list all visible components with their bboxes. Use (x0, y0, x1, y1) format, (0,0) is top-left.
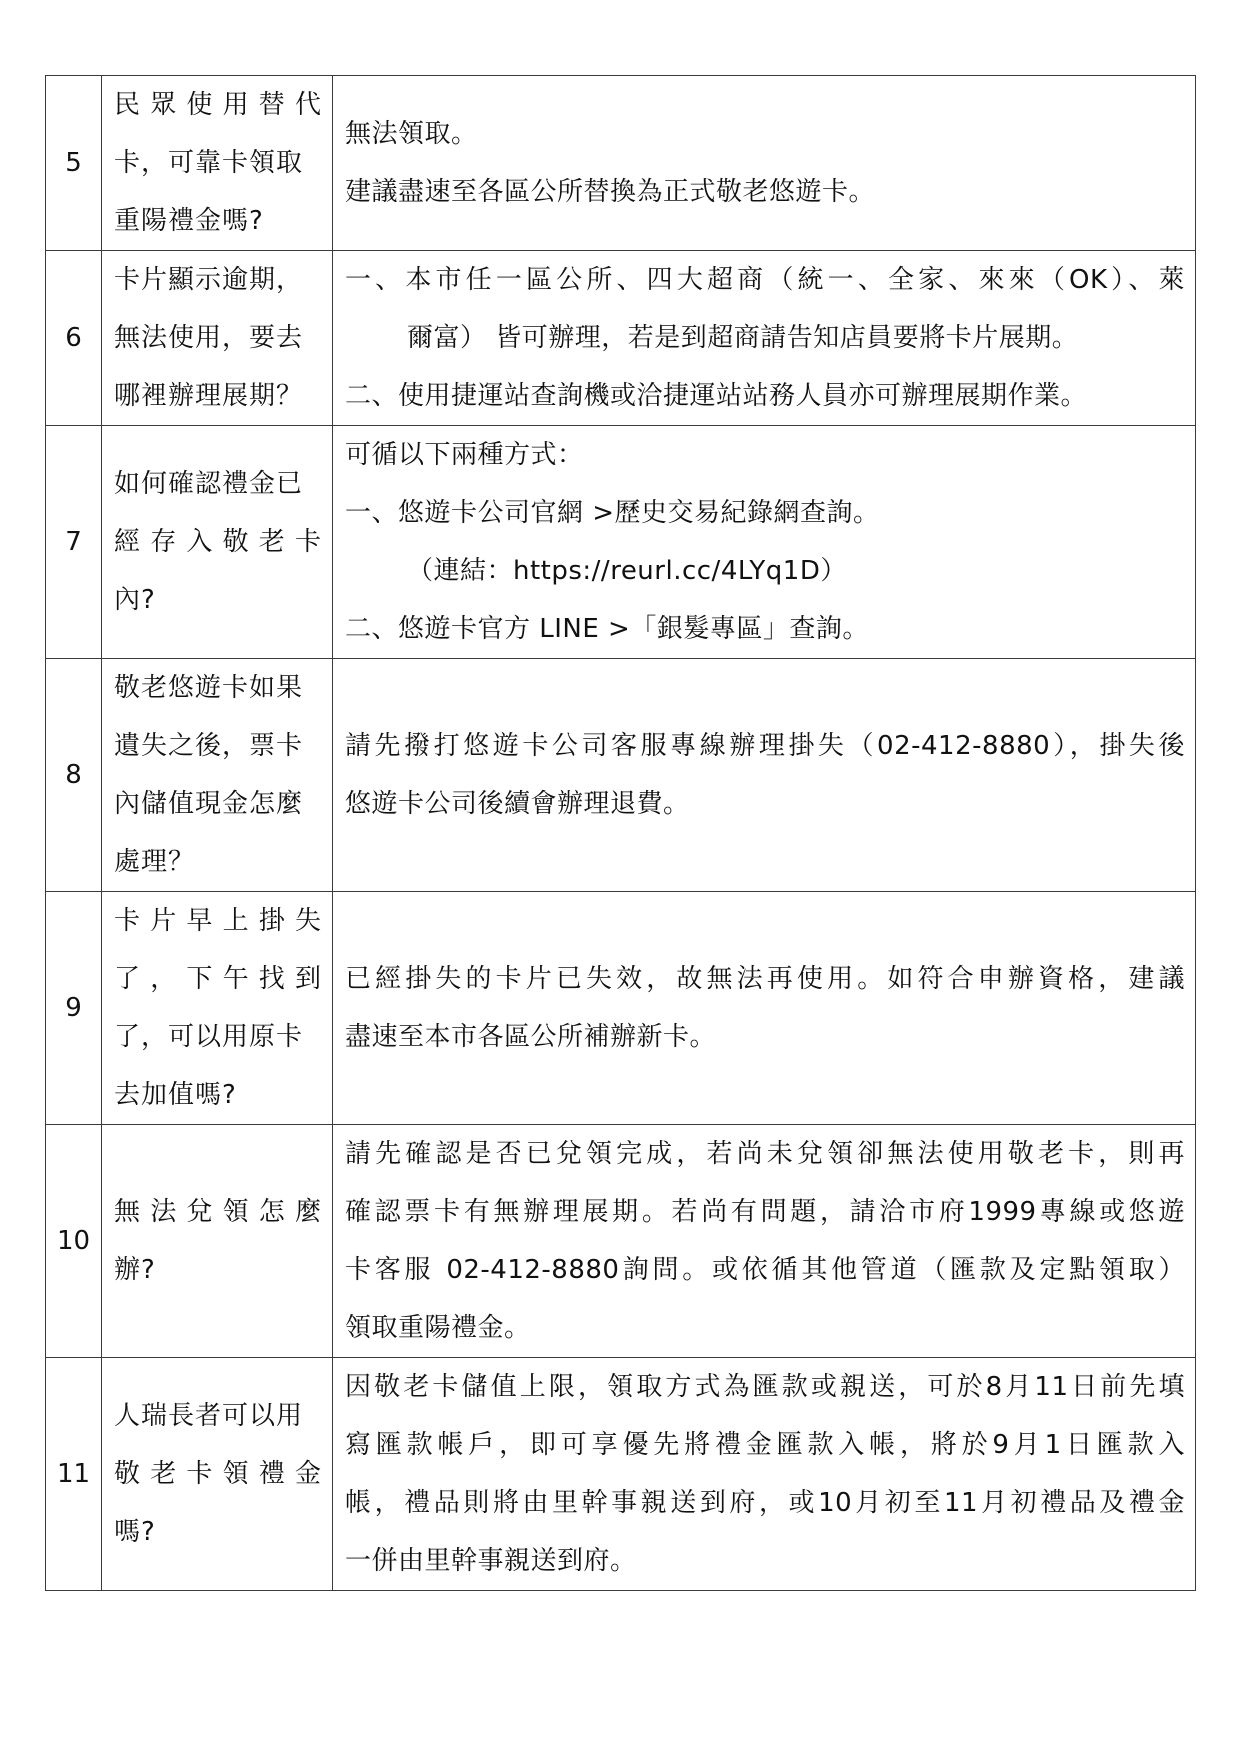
answer-cell (333, 892, 1196, 1125)
question-line: 處理？ (114, 847, 196, 877)
question-cell (102, 76, 333, 251)
question-line: 無法使用，要去 (114, 323, 304, 353)
table-row (46, 76, 1196, 251)
question-line: 卡，可靠卡領取 (114, 148, 304, 178)
answer-cell (333, 251, 1196, 426)
row-number: 5 (46, 76, 102, 251)
question-cell (102, 251, 333, 426)
answer-line: 寫匯款帳戶，即可享優先將禮金匯款入帳，將於9月1日匯款入 (345, 1430, 1185, 1460)
row-number: 11 (46, 1358, 102, 1591)
answer-line: 爾富） 皆可辦理，若是到超商請告知店員要將卡片展期。 (407, 323, 1079, 353)
question-cell (102, 1358, 333, 1591)
answer-line: 無法領取。 (345, 119, 478, 149)
row-number: 7 (46, 426, 102, 659)
answer-line: 一併由里幹事親送到府。 (345, 1546, 637, 1576)
question-line: 經存入敬老卡 (114, 527, 322, 557)
question-line: 人瑞長者可以用 (114, 1401, 304, 1431)
answer-line: 建議盡速至各區公所替換為正式敬老悠遊卡。 (345, 177, 876, 207)
answer-line: 確認票卡有無辦理展期。若尚有問題，請洽市府1999專線或悠遊 (345, 1197, 1185, 1227)
answer-line: 領取重陽禮金。 (345, 1313, 531, 1343)
question-cell (102, 892, 333, 1125)
faq-table (45, 75, 1196, 1591)
answer-line: 悠遊卡公司後續會辦理退費。 (345, 789, 690, 819)
question-line: 了，下午找到 (114, 964, 322, 994)
answer-line: 一、悠遊卡公司官網 >歷史交易紀錄網查詢。 (345, 498, 880, 528)
row-number: 9 (46, 892, 102, 1125)
question-line: 卡片顯示逾期， (114, 265, 304, 295)
answer-line: 二、悠遊卡官方 LINE >「銀髮專區」查詢。 (345, 614, 869, 644)
question-line: 內? (114, 585, 156, 615)
answer-line: （連結：https://reurl.cc/4LYq1D） (407, 556, 847, 586)
table-row (46, 426, 1196, 659)
table-row (46, 1358, 1196, 1591)
answer-cell (333, 76, 1196, 251)
question-line: 卡片早上掛失 (114, 906, 322, 936)
answer-line: 因敬老卡儲值上限，領取方式為匯款或親送，可於8月11日前先填 (345, 1372, 1185, 1402)
question-line: 內儲值現金怎麼 (114, 789, 304, 819)
row-number: 10 (46, 1125, 102, 1358)
question-line: 重陽禮金嗎? (114, 206, 264, 236)
answer-cell (333, 1125, 1196, 1358)
answer-line: 盡速至本市各區公所補辦新卡。 (345, 1022, 717, 1052)
table-row (46, 659, 1196, 892)
question-line: 嗎? (114, 1517, 156, 1547)
row-number: 6 (46, 251, 102, 426)
answer-cell (333, 659, 1196, 892)
question-line: 無法兌領怎麼 (114, 1197, 322, 1227)
question-line: 遺失之後，票卡 (114, 731, 304, 761)
question-line: 敬老悠遊卡如果 (114, 673, 304, 703)
answer-line: 卡客服 02-412-8880詢問。或依循其他管道（匯款及定點領取） (345, 1255, 1185, 1285)
answer-cell (333, 426, 1196, 659)
question-line: 辦? (114, 1255, 156, 1285)
question-cell (102, 1125, 333, 1358)
question-cell (102, 659, 333, 892)
table-row (46, 1125, 1196, 1358)
answer-line: 已經掛失的卡片已失效，故無法再使用。如符合申辦資格，建議 (345, 964, 1185, 994)
question-cell (102, 426, 333, 659)
question-line: 民眾使用替代 (114, 90, 322, 120)
question-line: 敬老卡領禮金 (114, 1459, 322, 1489)
table-row (46, 251, 1196, 426)
answer-line: 一、本市任一區公所、四大超商（統一、全家、來來（OK）、萊 (345, 265, 1185, 295)
answer-line: 請先撥打悠遊卡公司客服專線辦理掛失（02-412-8880），掛失後 (345, 731, 1185, 761)
answer-line: 二、使用捷運站查詢機或洽捷運站站務人員亦可辦理展期作業。 (345, 381, 1088, 411)
question-line: 如何確認禮金已 (114, 469, 304, 499)
answer-cell (333, 1358, 1196, 1591)
answer-line: 請先確認是否已兌領完成，若尚未兌領卻無法使用敬老卡，則再 (345, 1139, 1185, 1169)
table-row (46, 892, 1196, 1125)
question-line: 去加值嗎? (114, 1080, 237, 1110)
answer-line: 可循以下兩種方式： (345, 440, 584, 470)
question-line: 了，可以用原卡 (114, 1022, 304, 1052)
answer-line: 帳，禮品則將由里幹事親送到府，或10月初至11月初禮品及禮金 (345, 1488, 1185, 1518)
row-number: 8 (46, 659, 102, 892)
question-line: 哪裡辦理展期？ (114, 381, 304, 411)
